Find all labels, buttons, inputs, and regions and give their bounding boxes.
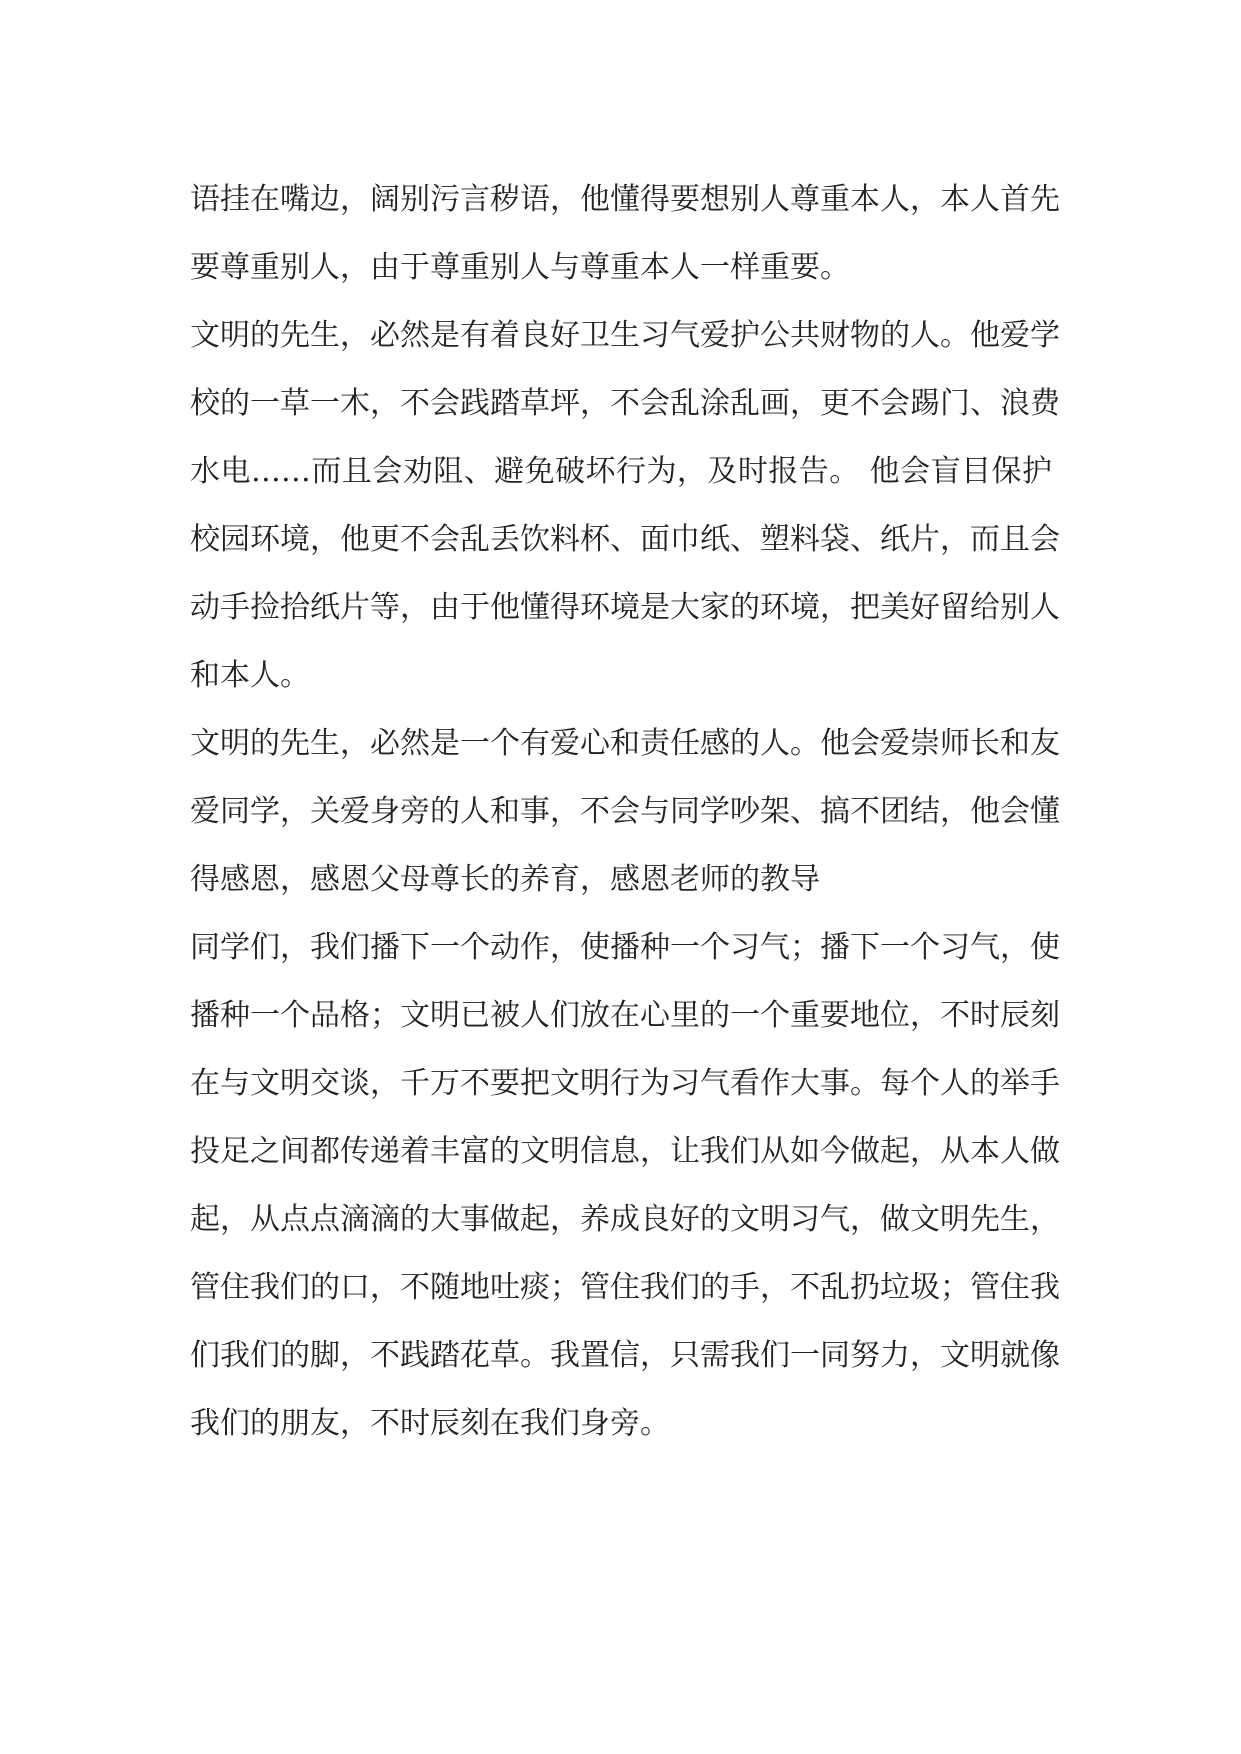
text-line: 要尊重别人，由于尊重别人与尊重本人一样重要。 xyxy=(190,250,850,285)
text-line: 们我们的脚，不践踏花草。我置信，只需我们一同努力，文明就像 xyxy=(190,1338,1060,1373)
text-line: 得感恩，感恩父母尊长的养育，感恩老师的教导 xyxy=(190,862,820,897)
text-line: 在与文明交谈，千万不要把文明行为习气看作大事。每个人的举手 xyxy=(190,1066,1060,1101)
text-line: 水电……而且会劝阻、避免破坏行为，及时报告。 他会盲目保护 xyxy=(190,454,1052,489)
text-line: 同学们，我们播下一个动作，使播种一个习气；播下一个习气，使 xyxy=(190,930,1060,965)
text-line: 播种一个品格；文明已被人们放在心里的一个重要地位，不时辰刻 xyxy=(190,998,1060,1033)
text-line: 文明的先生，必然是一个有爱心和责任感的人。他会爱崇师长和友 xyxy=(190,726,1060,761)
text-line: 和本人。 xyxy=(190,658,310,693)
text-line: 校的一草一木，不会践踏草坪，不会乱涂乱画，更不会踢门、浪费 xyxy=(190,386,1060,421)
text-line: 管住我们的口，不随地吐痰；管住我们的手，不乱扔垃圾；管住我 xyxy=(190,1270,1060,1305)
text-line: 校园环境，他更不会乱丢饮料杯、面巾纸、塑料袋、纸片，而且会 xyxy=(190,522,1060,557)
text-line: 爱同学，关爱身旁的人和事，不会与同学吵架、搞不团结，他会懂 xyxy=(190,794,1060,829)
text-line: 我们的朋友，不时辰刻在我们身旁。 xyxy=(190,1406,670,1441)
text-line: 起，从点点滴滴的大事做起，养成良好的文明习气，做文明先生， xyxy=(190,1202,1060,1237)
text-line: 投足之间都传递着丰富的文明信息，让我们从如今做起，从本人做 xyxy=(190,1134,1060,1169)
text-line: 语挂在嘴边，阔别污言秽语，他懂得要想别人尊重本人，本人首先 xyxy=(190,182,1060,217)
text-line: 动手捡拾纸片等，由于他懂得环境是大家的环境，把美好留给别人 xyxy=(190,590,1060,625)
text-line: 文明的先生，必然是有着良好卫生习气爱护公共财物的人。他爱学 xyxy=(190,318,1060,353)
